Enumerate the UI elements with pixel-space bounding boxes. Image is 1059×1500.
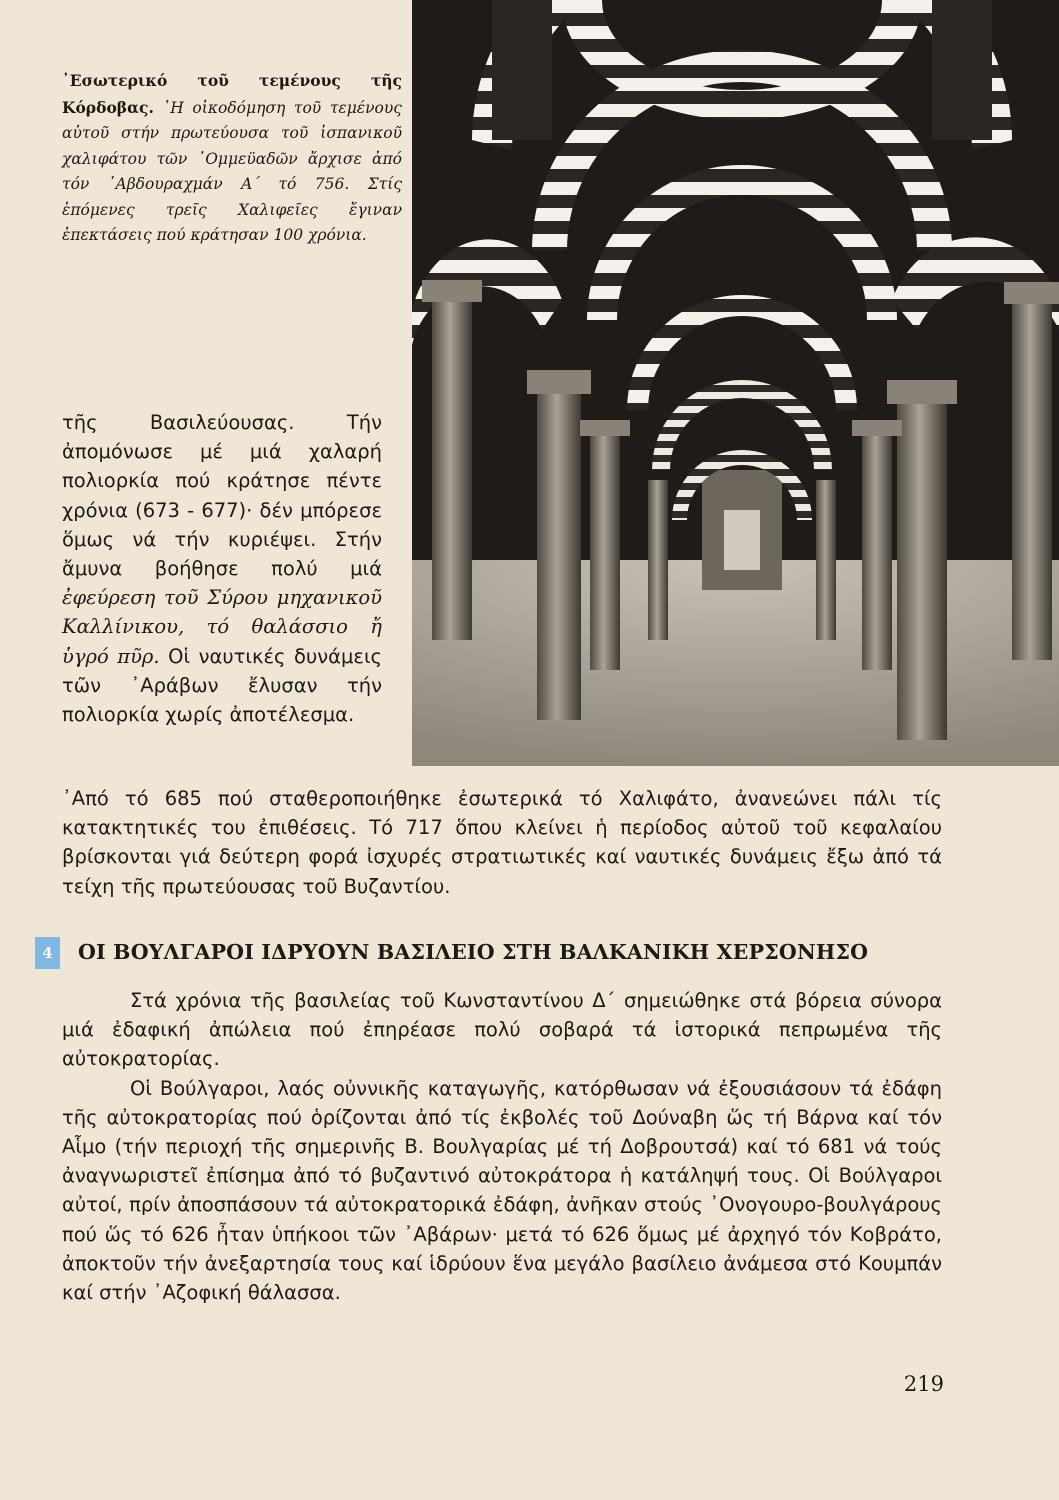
- page-number: 219: [903, 1372, 944, 1396]
- mosque-interior-photo: [412, 0, 1059, 766]
- photo-caption: [62, 68, 402, 249]
- section-heading: ΟΙ ΒΟΥΛΓΑΡΟΙ ΙΔΡΥΟΥΝ ΒΑΣΙΛΕΙΟ ΣΤΗ ΒΑΛΚΑΝΙΚΗ ΧΕΡΣΟΝΗΣΟ: [78, 940, 869, 964]
- intro-text-2: Οἱ ναυτικές δυνάμεις τῶν ᾿Αράβων ἔλυσαν τήν πολιορκία χωρίς ἀποτέλεσμα.: [62, 644, 383, 727]
- body-paragraph: Στά χρόνια τῆς βασιλείας τοῦ Κωνσταντίνου Δ΄ σημειώθηκε στά βόρεια σύνορα μιά ἐδαφική ἀπώλεια πού ἐπηρέασε πολύ σοβαρά τά ἱστορικά πεπρωμένα τῆς αὐτοκρατορίας.: [62, 989, 942, 1071]
- caption-title: ᾿Εσωτερικό τοῦ τεμένους τῆς Κόρδοβας.: [62, 71, 402, 117]
- section-body: [62, 986, 942, 1307]
- caliphate-paragraph: ᾿Από τό 685 πού σταθεροποιήθηκε ἐσωτερικά τό Χαλιφάτο, ἀνανεώνει πάλι τίς κατακτητικές του ἐπιθέσεις. Τό 717 ὅπου κλείνει ἡ περίοδος αὐτοῦ τοῦ κεφαλαίου βρίσκονται γιά δεύτερη φορά ἰσχυρές στρατιωτικές καί ναυτικές δυνάμεις ἔξω ἀπό τά τείχη τῆς πρωτεύουσας τοῦ Βυζαντίου.: [62, 787, 942, 898]
- section-number-badge: 4: [35, 937, 60, 969]
- intro-text-1: τῆς Βασιλεύουσας. Τήν ἀπομόνωσε μέ μιά χαλαρή πολιορκία πού κράτησε πέντε χρόνια (673 - 677)· δέν μπόρεσε ὅμως νά τήν κυριέψει. Στήν ἄμυνα βοήθησε πολύ μιά: [62, 411, 382, 581]
- intro-paragraph: [62, 408, 382, 729]
- greek-fire-emphasis: ἐφεύρεση τοῦ Σύρου μηχανικοῦ Καλλίνικου, τό θαλάσσιο ἤ ὑγρό πῦρ.: [62, 586, 382, 668]
- body-paragraph: Οἱ Βούλγαροι, λαός οὐννικῆς καταγωγῆς, κατόρθωσαν νά ἐξουσιάσουν τά ἐδάφη τῆς αὐτοκρατορίας πού ὁρίζονται ἀπό τίς ἐκβολές τοῦ Δούναβη ὥς τή Βάρνα καί τόν Αἷμο (τήν περιοχή τῆς σημερινῆς Β. Βουλγαρίας μέ τή Δοβρουτσά) καί τό 681 νά τούς ἀναγνωριστεῖ ἐπίσημα ἀπό τό βυζαντινό αὐτοκράτορα ἡ κατάληψή τους. Οἱ Βούλγαροι αὐτοί, πρίν ἀποσπάσουν τά αὐτοκρατορικά ἐδάφη, ἀνῆκαν στούς ᾿Ονογουρο-βουλγάρους πού ὥς τό 626 ἦταν ὑπήκοοι τῶν ᾿Αβάρων· μετά τό 626 ὅμως μέ ἀρχηγό τόν Κοβράτο, ἀποκτοῦν τήν ἀνεξαρτησία τους καί ἱδρύουν ἕνα μεγάλο βασίλειο ἀνάμεσα στό Κουμπάν καί στήν ᾿Αζοφική θάλασσα.: [62, 1076, 942, 1305]
- caption-body: ῾Η οἰκοδόμηση τοῦ τεμένους αὐτοῦ στήν πρωτεύουσα τοῦ ἱσπανικοῦ χαλιφάτου τῶν ᾿Ομμεϋαδῶν ἄρχισε ἀπό τόν ᾿Αβδουραχμάν Α΄ τό 756. Στίς ἑπόμενες τρεῖς Χαλιφεῖες ἔγιναν ἐπεκτάσεις πού κράτησαν 100 χρόνια.: [62, 98, 402, 244]
